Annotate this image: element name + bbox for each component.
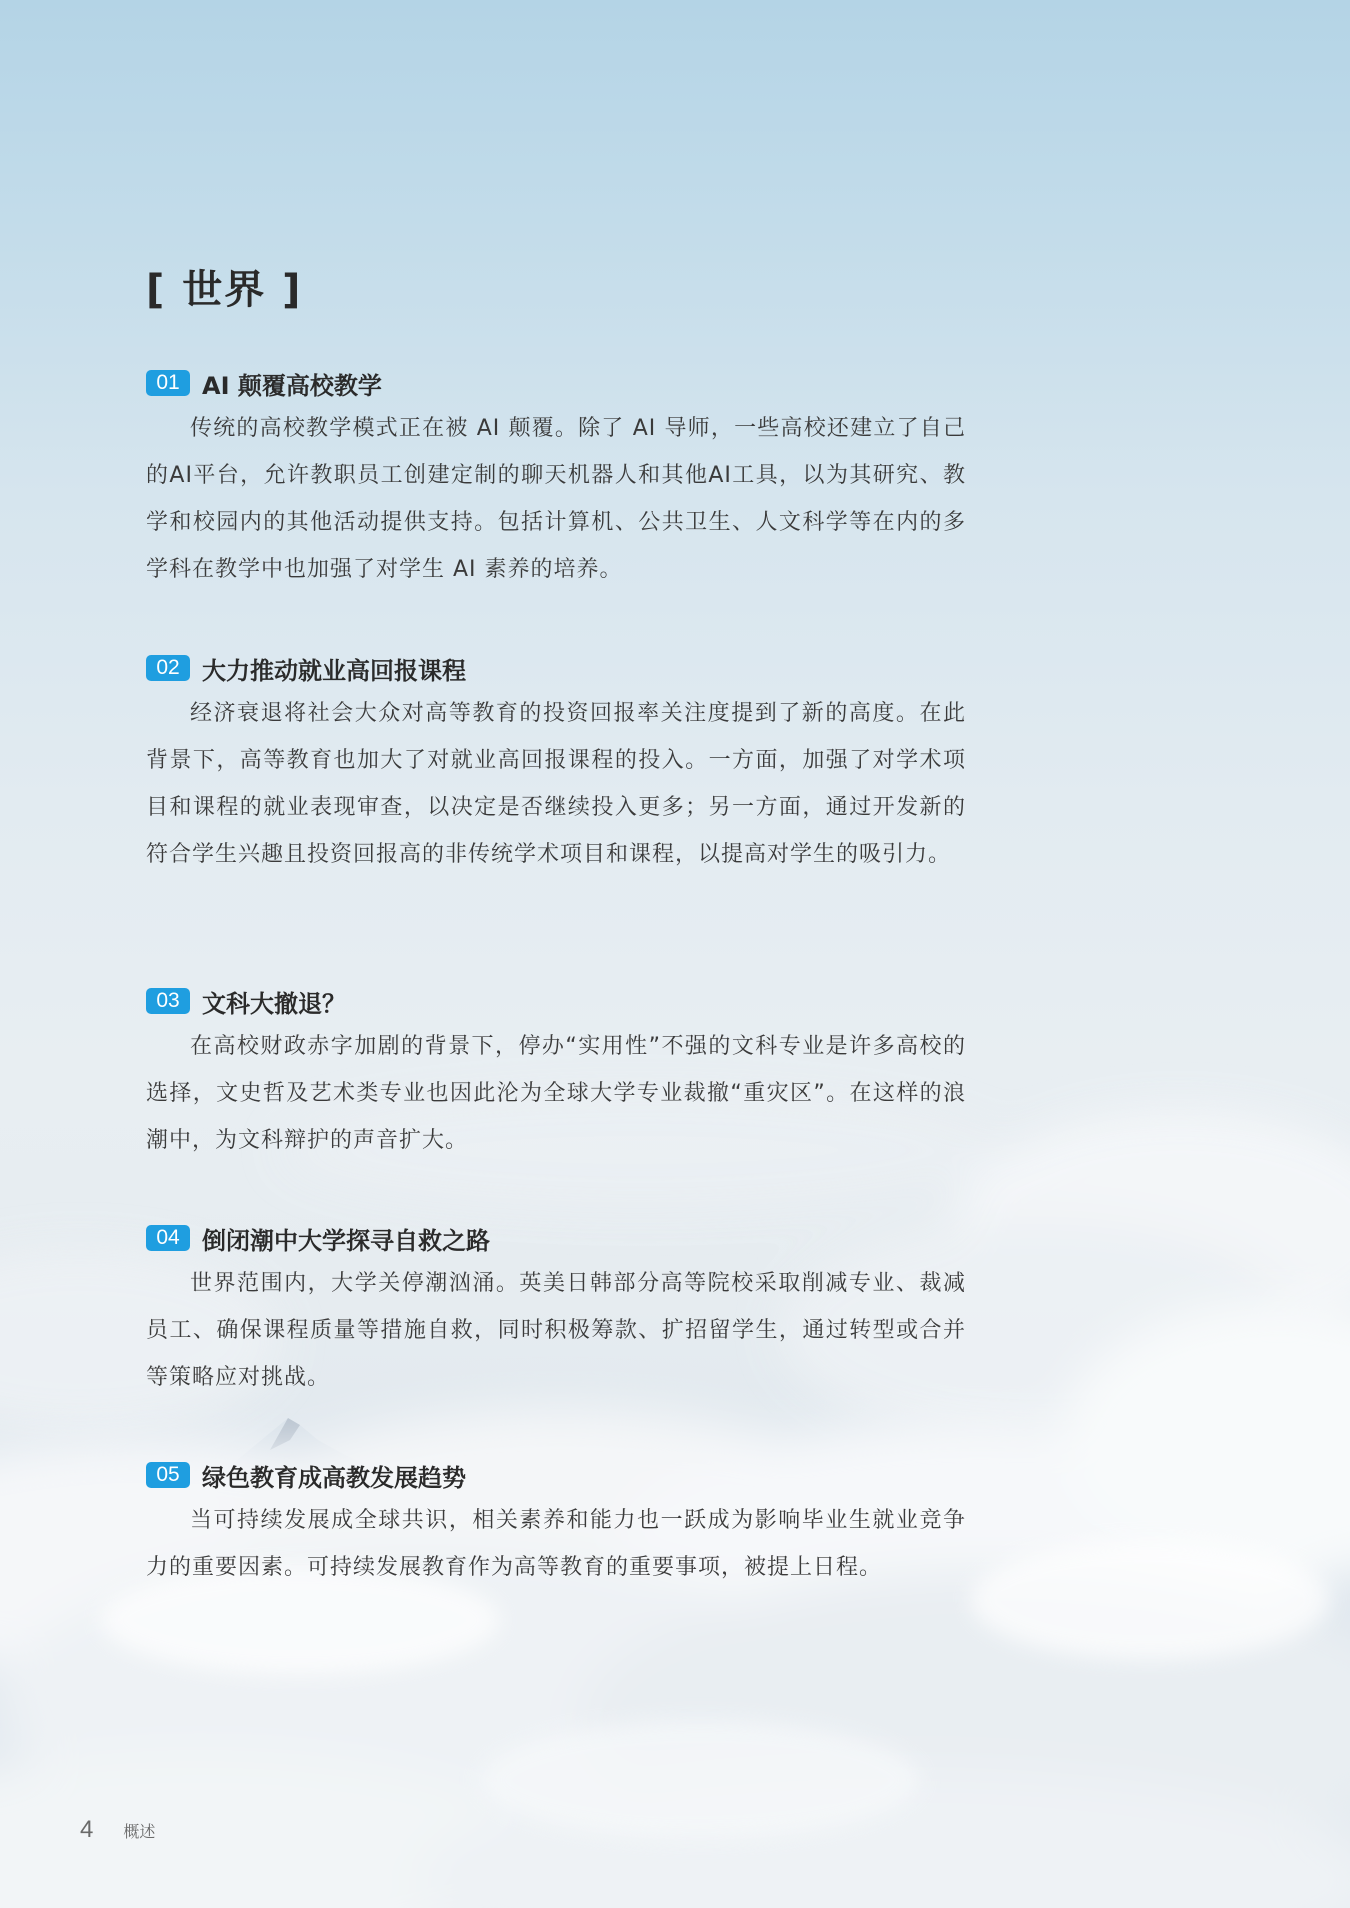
item-title: 大力推动就业高回报课程	[202, 656, 466, 685]
number-badge: 01	[146, 370, 190, 396]
list-item	[146, 650, 966, 878]
number-badge: 04	[146, 1225, 190, 1251]
item-title: 倒闭潮中大学探寻自救之路	[202, 1226, 490, 1255]
item-body: 当可持续发展成全球共识，相关素养和能力也一跃成为影响毕业生就业竞争力的重要因素。可持续发展教育作为高等教育的重要事项，被提上日程。	[146, 1508, 966, 1580]
list-item	[146, 1220, 966, 1401]
list-item	[146, 1457, 966, 1591]
page-footer	[80, 1816, 155, 1844]
number-badge: 02	[146, 655, 190, 681]
list-item	[146, 983, 966, 1164]
item-body: 在高校财政赤字加剧的背景下，停办“实用性”不强的文科专业是许多高校的选择，文史哲及艺术类专业也因此沦为全球大学专业裁撤“重灾区”。在这样的浪潮中，为文科辩护的声音扩大。	[146, 1034, 966, 1153]
item-body: 世界范围内，大学关停潮汹涌。英美日韩部分高等院校采取削减专业、裁减员工、确保课程质量等措施自救，同时积极筹款、扩招留学生，通过转型或合并等策略应对挑战。	[146, 1271, 966, 1390]
item-title: AI 颠覆高校教学	[202, 371, 382, 400]
item-title: 文科大撤退？	[202, 989, 346, 1018]
chapter-label: 概述	[123, 1822, 156, 1841]
list-item	[146, 365, 966, 593]
page-number: 4	[80, 1816, 94, 1843]
item-body: 传统的高校教学模式正在被 AI 颠覆。除了 AI 导师，一些高校还建立了自己的AI平台，允许教职员工创建定制的聊天机器人和其他AI工具，以为其研究、教学和校园内的其他活动提供支持。包括计算机、公共卫生、人文科学等在内的多学科在教学中也加强了对学生 AI 素养的培养。	[146, 416, 966, 582]
item-body: 经济衰退将社会大众对高等教育的投资回报率关注度提到了新的高度。在此背景下，高等教育也加大了对就业高回报课程的投入。一方面，加强了对学术项目和课程的就业表现审查，以决定是否继续投入更多；另一方面，通过开发新的符合学生兴趣且投资回报高的非传统学术项目和课程，以提高对学生的吸引力。	[146, 701, 966, 867]
number-badge: 03	[146, 988, 190, 1014]
section-title: [ 世界 ]	[146, 267, 303, 313]
item-title: 绿色教育成高教发展趋势	[202, 1463, 466, 1492]
number-badge: 05	[146, 1462, 190, 1488]
